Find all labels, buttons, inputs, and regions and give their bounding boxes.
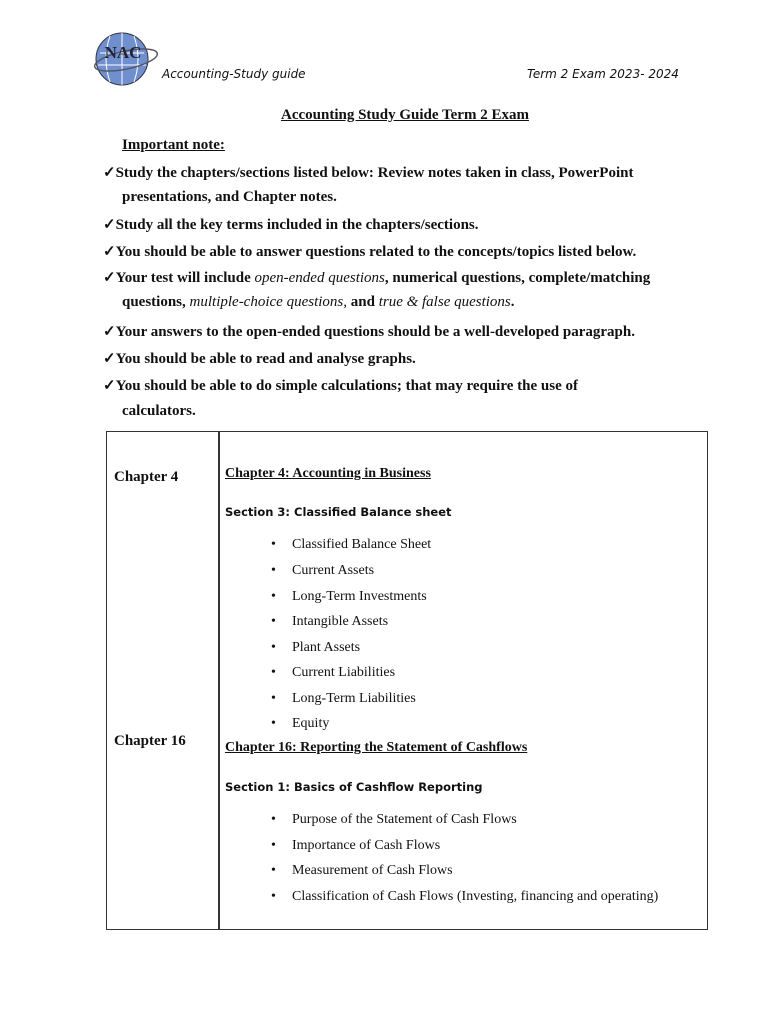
list-item: • Intangible Assets [292, 614, 388, 630]
table-column-divider [218, 431, 220, 930]
note-3: ✓You should be able to answer questions related to the concepts/topics listed below. [103, 244, 637, 260]
header-right: Term 2 Exam 2023- 2024 [527, 67, 679, 81]
list-item: • Current Assets [292, 563, 374, 579]
chapter-4-section: Section 3: Classified Balance sheet [225, 505, 452, 519]
page-title: Accounting Study Guide Term 2 Exam [281, 107, 529, 123]
note-7-cont: calculators. [122, 403, 196, 419]
list-item: • Current Liabilities [292, 665, 395, 681]
note-2: ✓Study all the key terms included in the chapters/sections. [103, 217, 479, 233]
chapter-16-section: Section 1: Basics of Cashflow Reporting [225, 780, 483, 794]
list-item: • Importance of Cash Flows [292, 838, 440, 854]
chapter-4-label: Chapter 4 [114, 469, 179, 485]
note-6: ✓You should be able to read and analyse graphs. [103, 351, 416, 367]
svg-text:NAC: NAC [104, 43, 142, 62]
note-4: ✓Your test will include open-ended questions, numerical questions, complete/matching [103, 270, 651, 286]
list-item: • Equity [292, 716, 329, 732]
chapter-4-heading: Chapter 4: Accounting in Business [225, 466, 431, 481]
list-item: • Measurement of Cash Flows [292, 863, 453, 879]
note-heading: Important note: [122, 137, 225, 153]
list-item: • Classification of Cash Flows (Investing, financing and operating) [292, 889, 658, 905]
note-1-cont: presentations, and Chapter notes. [122, 189, 337, 205]
note-1: ✓Study the chapters/sections listed below: Review notes taken in class, PowerPoint [103, 165, 634, 181]
note-7: ✓You should be able to do simple calculations; that may require the use of [103, 378, 578, 394]
list-item: • Purpose of the Statement of Cash Flows [292, 812, 517, 828]
list-item: • Long-Term Investments [292, 589, 427, 605]
chapter-16-label: Chapter 16 [114, 733, 186, 749]
college-logo [90, 28, 158, 90]
note-4-cont: questions, multiple-choice questions, and true & false questions. [122, 294, 515, 310]
list-item: • Classified Balance Sheet [292, 537, 431, 553]
list-item: • Plant Assets [292, 640, 360, 656]
chapter-16-heading: Chapter 16: Reporting the Statement of Cashflows [225, 740, 528, 755]
note-5: ✓Your answers to the open-ended questions should be a well-developed paragraph. [103, 324, 635, 340]
header-left: Accounting-Study guide [162, 67, 306, 81]
list-item: • Long-Term Liabilities [292, 691, 416, 707]
